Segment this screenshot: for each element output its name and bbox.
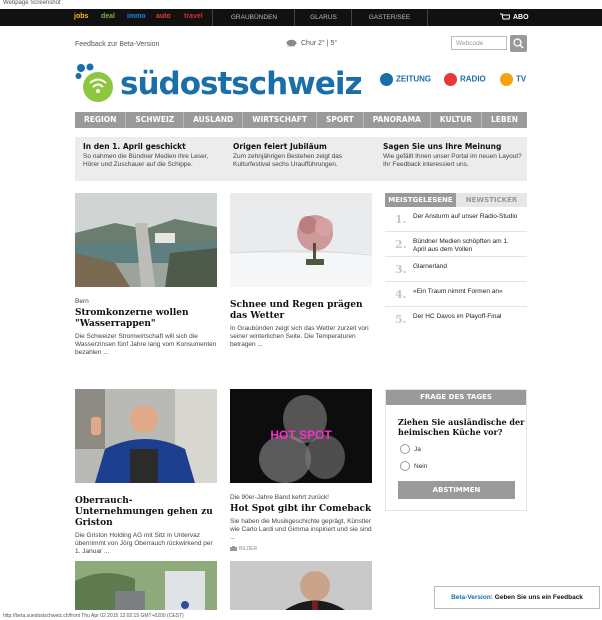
- teaser-title: Sagen Sie uns Ihre Meinung: [383, 142, 502, 151]
- nav-item-wirtschaft[interactable]: WIRTSCHAFT: [243, 112, 317, 128]
- cloud-icon: [286, 39, 297, 47]
- teaser-item[interactable]: [383, 142, 525, 169]
- tv-icon: [500, 73, 513, 86]
- article-image-dam[interactable]: [75, 193, 217, 287]
- article-image-construction[interactable]: [75, 561, 217, 610]
- vote-button[interactable]: ABSTIMMEN: [398, 481, 515, 499]
- weather-widget[interactable]: [286, 39, 337, 47]
- teaser-item[interactable]: [83, 142, 225, 169]
- beta-accent: Beta-Version:: [451, 594, 493, 601]
- list-text: Der HC Davos im Playoff-Final: [413, 313, 502, 320]
- webcode-search-input[interactable]: Webcode: [451, 36, 507, 50]
- article-image-man-portrait[interactable]: [230, 561, 372, 610]
- article-description: Die Griston Holding AG mit Sitz in Untervaz übernimmt von Jörg Oberrauch rückwirkend per 1. Januar ...: [75, 532, 213, 555]
- portal-link-immo[interactable]: immo: [127, 13, 146, 20]
- article-card[interactable]: [75, 193, 217, 357]
- beta-feedback-link[interactable]: Feedback zur Beta-Version: [75, 41, 160, 48]
- article-description: In Graubünden zeigt sich das Wetter zurzeit von seiner winterlichen Seite. Die Temperaturen betragen ...: [230, 325, 369, 348]
- nav-item-schweiz[interactable]: SCHWEIZ: [126, 112, 184, 128]
- list-number: 5.: [395, 313, 407, 326]
- region-link-gaster-see[interactable]: GASTER/SEE: [351, 9, 428, 26]
- radio-button[interactable]: [400, 461, 410, 471]
- camera-icon: [230, 546, 237, 551]
- list-text: Der Ansturm auf unser Radio-Studio: [413, 213, 518, 220]
- list-item[interactable]: [385, 207, 527, 232]
- abo-label: ABO: [513, 14, 529, 21]
- article-description: Sie haben die Musikgeschichte geprägt, Künstler wie Carlo Lardi und Gimma inspiriert und sie sind ...: [230, 518, 372, 541]
- abo-link[interactable]: [500, 9, 529, 26]
- suedostschweiz-logo-icon: [75, 63, 115, 103]
- weather-text: Chur 2° | 5°: [301, 39, 338, 47]
- article-title[interactable]: Schnee und Regen prägen das Wetter: [230, 300, 363, 321]
- radio-button[interactable]: [400, 444, 410, 454]
- region-link-graubuenden[interactable]: GRAUBÜNDEN: [212, 9, 295, 26]
- list-text: Glarnerland: [413, 263, 447, 270]
- most-read-widget: [385, 193, 527, 331]
- list-number: 4.: [395, 288, 407, 301]
- article-title[interactable]: Hot Spot gibt ihr Comeback: [230, 504, 372, 514]
- teaser-description: Zum zehnjährigen Bestehen zeigt das Kulturfestival sechs Uraufführungen.: [233, 153, 343, 168]
- media-label-zeitung: ZEITUNG: [396, 74, 432, 84]
- nav-item-region[interactable]: REGION: [75, 112, 126, 128]
- media-link-radio[interactable]: [444, 73, 486, 86]
- main-navigation: [75, 112, 527, 128]
- list-item[interactable]: [385, 232, 527, 257]
- site-logo-text[interactable]: südostschweiz: [120, 66, 362, 102]
- teaser-item[interactable]: [233, 142, 375, 169]
- list-item[interactable]: [385, 307, 527, 331]
- article-kicker: Die 90er-Jahre Band kehrt zurück!: [230, 494, 329, 501]
- tab-meistgelesene[interactable]: MEISTGELESENE: [385, 193, 456, 207]
- poll-widget: [385, 389, 527, 511]
- window-caption: Webpage Screenshot: [3, 0, 61, 6]
- article-image-snow-tree[interactable]: [230, 193, 372, 287]
- portal-link-jobs[interactable]: jobs: [74, 13, 89, 20]
- list-item[interactable]: [385, 282, 527, 307]
- poll-option-ja[interactable]: [400, 444, 526, 454]
- top-bar: [0, 9, 602, 26]
- gallery-label: BILDER: [239, 546, 258, 552]
- teaser-title: Origen feiert Jubiläum: [233, 142, 327, 151]
- article-title[interactable]: Oberrauch-Unternehmungen gehen zu Griston: [75, 496, 213, 528]
- media-link-zeitung[interactable]: [380, 73, 431, 86]
- list-item[interactable]: [385, 257, 527, 282]
- article-image-hot-spot-band[interactable]: [230, 389, 372, 483]
- list-number: 3.: [395, 263, 407, 276]
- search-icon: [510, 35, 527, 52]
- logo-mark[interactable]: [75, 63, 115, 108]
- beta-feedback-banner[interactable]: [434, 586, 600, 609]
- teaser-strip: [75, 137, 527, 181]
- article-card[interactable]: [75, 389, 217, 556]
- portal-link-deal[interactable]: deal: [101, 13, 116, 20]
- status-bar: http://beta.suedostschweiz.ch/front Thu Apr 02 2015 12:02:15 GMT+0200 (CEST): [3, 613, 184, 619]
- article-card[interactable]: [230, 193, 372, 349]
- list-number: 1.: [395, 213, 407, 226]
- media-link-tv[interactable]: [500, 73, 526, 86]
- article-image-portrait-thumbs-up[interactable]: [75, 389, 217, 483]
- portal-link-travel[interactable]: travel: [184, 13, 203, 20]
- cart-icon: [500, 13, 510, 21]
- beta-text: Geben Sie uns ein Feedback: [494, 594, 583, 601]
- teaser-title: In den 1. April geschickt: [83, 142, 186, 151]
- gallery-link[interactable]: [230, 546, 372, 552]
- nav-item-sport[interactable]: SPORT: [317, 112, 364, 128]
- teaser-description: Wie gefällt Ihnen unser Portal im neuen Layout? Ihr Feedback interessiert uns.: [383, 153, 522, 168]
- article-card[interactable]: [230, 389, 372, 552]
- region-link-glarus[interactable]: GLARUS: [294, 9, 352, 26]
- poll-option-label: Nein: [414, 462, 428, 470]
- media-label-tv: TV: [516, 74, 527, 84]
- search-button[interactable]: [510, 35, 527, 52]
- newspaper-icon: [380, 73, 393, 86]
- tab-newsticker[interactable]: NEWSTICKER: [456, 193, 527, 207]
- nav-item-panorama[interactable]: PANORAMA: [364, 112, 431, 128]
- poll-question: Ziehen Sie ausländische der heimischen Küche vor?: [398, 417, 525, 437]
- radio-icon: [444, 73, 457, 86]
- portal-link-auto[interactable]: auto: [156, 13, 171, 20]
- poll-option-nein[interactable]: [400, 461, 526, 471]
- list-text: Bündner Medien schöpften am 1. April aus dem Vollen: [413, 238, 509, 253]
- poll-header: FRAGE DES TAGES: [386, 390, 526, 405]
- teaser-description: So nahmen die Bündner Medien ihre Leser, Hörer und Zuschauer auf die Schippe.: [83, 153, 209, 168]
- article-kicker: Bern: [75, 298, 89, 305]
- nav-item-leben[interactable]: LEBEN: [490, 115, 519, 124]
- nav-item-ausland[interactable]: AUSLAND: [184, 112, 243, 128]
- article-description: Die Schweizer Stromwirtschaft will sich die Wasserzinsen fünf Jahre lang vom Konsumenten bezahlen ...: [75, 333, 217, 356]
- hot-spot-image-text: HOT SPOT: [270, 428, 332, 442]
- poll-option-label: Ja: [414, 445, 421, 453]
- list-number: 2.: [395, 238, 407, 251]
- article-title[interactable]: Stromkonzerne wollen "Wasserrappen": [75, 308, 189, 329]
- nav-item-kultur[interactable]: KULTUR: [431, 112, 482, 128]
- list-text: «Ein Traum nimmt Formen an»: [413, 288, 503, 295]
- media-label-radio: RADIO: [460, 74, 486, 84]
